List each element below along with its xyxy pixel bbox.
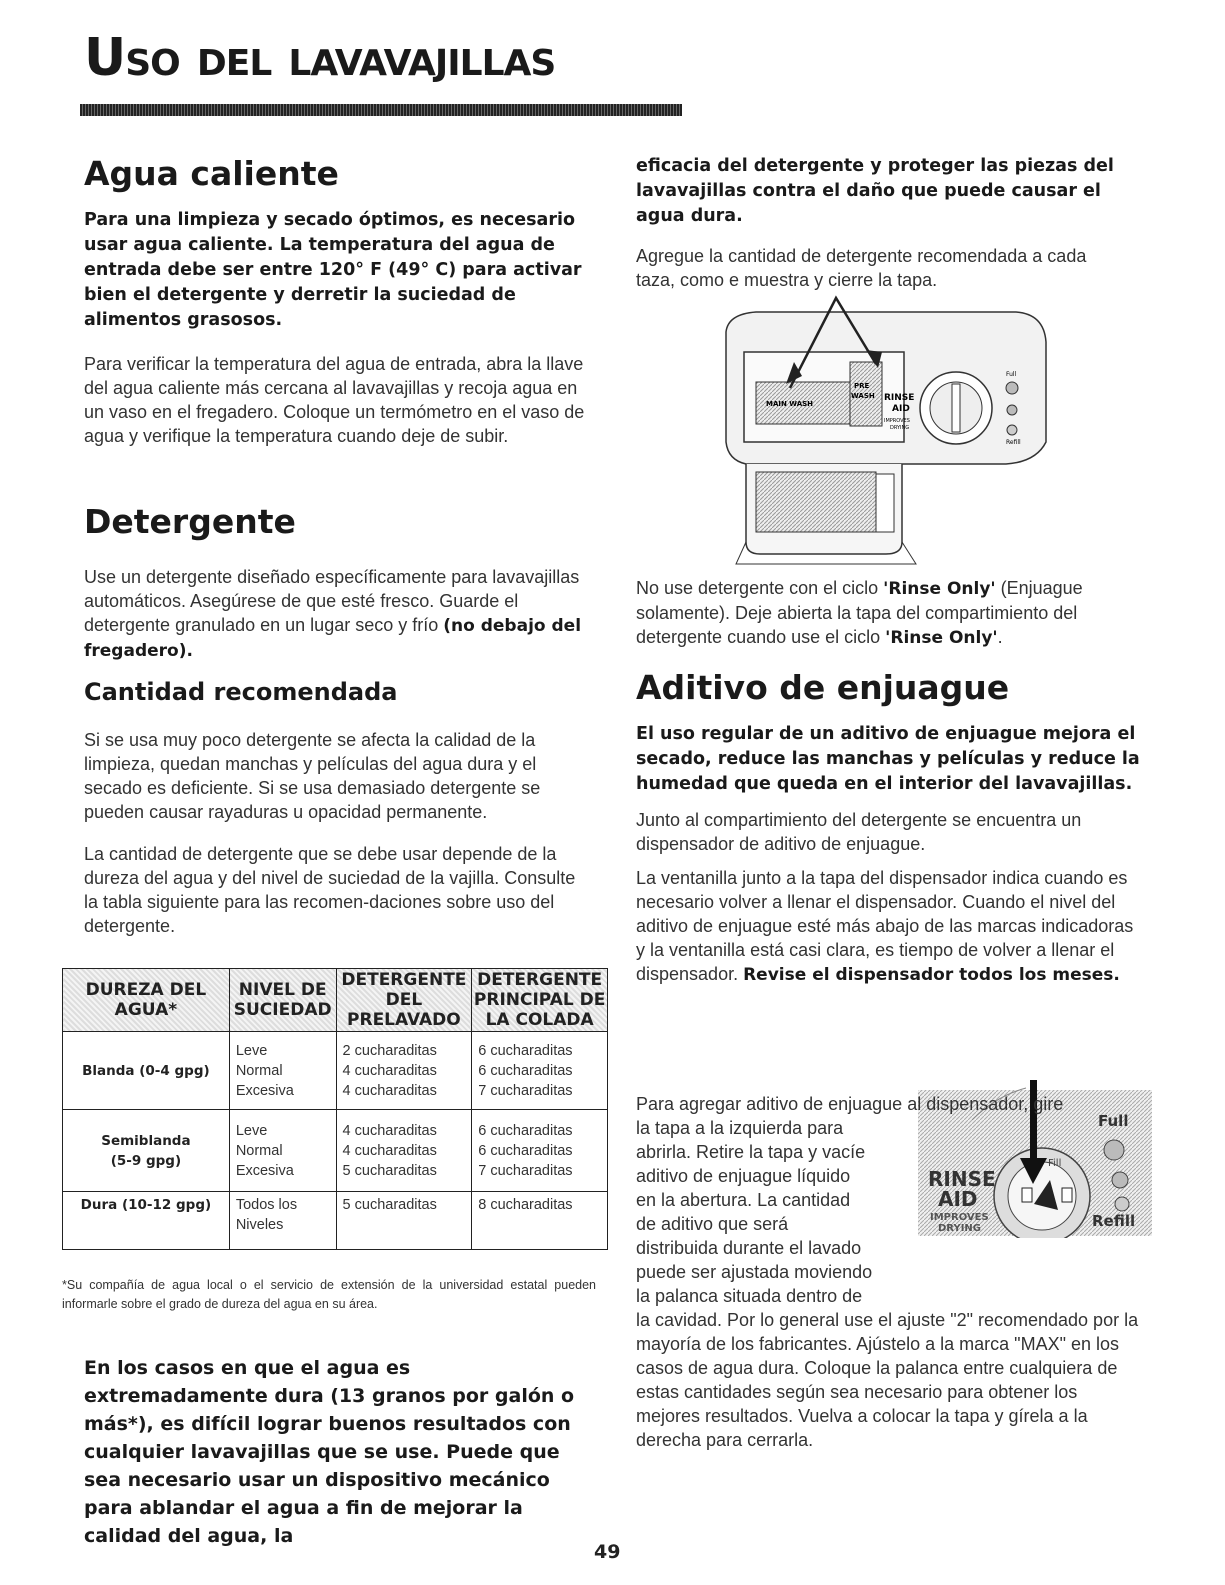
header-prelavado: DETERGENTE DEL PRELAVADO	[336, 969, 472, 1032]
cantidad-p1: Si se usa muy poco detergente se afecta la calidad de la limpieza, quedan manchas y películas del agua dura y el secado es deficiente. Si se usa demasiado detergente se pueden causar rayaduras u opacidad permanente.	[84, 730, 541, 822]
label-wash: WASH	[851, 392, 875, 400]
text-line: distribuida durante el lavado	[636, 1238, 862, 1258]
detergent-table	[62, 968, 608, 1250]
table-footnote: *Su compañía de agua local o el servicio de extensión de la universidad estatal pueden informarle sobre el grado de dureza del agua en su área.	[62, 1278, 596, 1311]
text-line: la palanca situada dentro de	[636, 1286, 863, 1306]
aditivo-p2: La ventanilla junto a la tapa del dispensador indica cuando es necesario volver a llenar el dispensador. Cuando el nivel del aditivo de enjuague esté más abajo de las marcas indicadoras y la ventanilla está casi clara, es tiempo de volver a llenar el dispensador. Revise el dispensador todos los meses.	[636, 868, 1134, 985]
table-row	[63, 1110, 608, 1192]
cell-prelavado: 2 cucharaditas 4 cucharaditas 4 cucharaditas	[336, 1032, 472, 1110]
label-rinse-2: RINSE	[928, 1167, 996, 1191]
title-rule	[80, 104, 682, 116]
label-full-2: Full	[1098, 1112, 1129, 1130]
label-pre: PRE	[854, 382, 870, 390]
page-title: Uso del lavavajillas	[84, 28, 556, 88]
table-row	[63, 1192, 608, 1250]
label-fill: Fill	[1048, 1158, 1062, 1169]
cell-principal: 6 cucharaditas 6 cucharaditas 7 cucharaditas	[472, 1032, 608, 1110]
hard-water-lead: En los casos en que el agua es extremadamente dura (13 granos por galón o más*), es difícil lograr buenos resultados con cualquier lavavajillas que se use. Puede que sea necesario usar un dispositivo mecánico para ablandar el agua a fin de mejorar la calidad del agua, la	[84, 1357, 575, 1547]
detergente-bold: (no debajo del fregadero).	[84, 616, 582, 661]
heading-cantidad: Cantidad recomendada	[84, 678, 398, 706]
text-line: abrirla. Retire la tapa y vacíe	[636, 1142, 866, 1162]
label-refill: Refill	[1006, 439, 1021, 446]
dispenser-figure	[716, 292, 1056, 570]
label-rinse: RINSE	[884, 393, 915, 403]
table-row	[63, 1032, 608, 1110]
cantidad-p2: La cantidad de detergente que se debe usar depende de la dureza del agua y del nivel de suciedad de la vajilla. Consulte la tabla siguiente para las recomen-daciones sobre uso del detergente.	[84, 844, 576, 936]
aditivo-p3-rest: la cavidad. Por lo general use el ajuste "2" recomendado por la mayoría de los fabricantes. Ajústelo a la marca "MAX" en los casos de agua dura. Coloque la palanca entre cualquiera de estas cantidades según sea necesario para obtener los mejores resultados. Vuelva a colocar la tapa y gírela a la derecha para cerrarla.	[636, 1310, 1139, 1450]
cell-principal: 6 cucharaditas 6 cucharaditas 7 cucharaditas	[472, 1110, 608, 1192]
label-drying-2: DRYING	[938, 1223, 981, 1234]
rinse-only-note: No use detergente con el ciclo 'Rinse Only' (Enjuague solamente). Deje abierta la tapa del compartimiento del detergente cuando use el ciclo 'Rinse Only'.	[636, 578, 1083, 648]
cell-dureza: Blanda (0-4 gpg)	[63, 1032, 230, 1110]
label-improves-2: IMPROVES	[930, 1212, 989, 1223]
page-number: 49	[594, 1541, 621, 1563]
text-line: puede ser ajustada moviendo	[636, 1262, 873, 1282]
continued-body: Agregue la cantidad de detergente recomendada a cada taza, como e muestra y cierre la tapa.	[636, 246, 1087, 290]
text-line: en la abertura. La cantidad	[636, 1190, 851, 1210]
cell-nivel: Leve Normal Excesiva	[229, 1032, 336, 1110]
heading-agua-caliente: Agua caliente	[84, 154, 339, 193]
aditivo-p2-bold: Revise el dispensador todos los meses.	[743, 965, 1120, 985]
label-refill-2: Refill	[1092, 1212, 1136, 1230]
label-main-wash: MAIN WASH	[766, 400, 814, 408]
cell-dureza: Dura (10-12 gpg)	[63, 1192, 230, 1250]
continued-lead: eficacia del detergente y proteger las piezas del lavavajillas contra el daño que puede causar el agua dura.	[636, 156, 1114, 226]
cell-dureza: Semiblanda (5-9 gpg)	[63, 1110, 230, 1192]
cell-nivel: Leve Normal Excesiva	[229, 1110, 336, 1192]
label-aid-2: AID	[938, 1187, 978, 1211]
header-dureza: DUREZA DEL AGUA*	[63, 969, 230, 1032]
cell-principal: 8 cucharaditas	[472, 1192, 608, 1250]
heading-detergente: Detergente	[84, 502, 296, 541]
detergente-body: Use un detergente diseñado específicamente para lavavajillas automáticos. Asegúrese de que esté fresco. Guarde el detergente granulado en un lugar seco y frío (no debajo del fregadero).	[84, 567, 582, 661]
aditivo-p1: Junto al compartimiento del detergente se encuentra un dispensador de aditivo de enjuague.	[636, 810, 1082, 854]
cell-nivel: Todos los Niveles	[229, 1192, 336, 1250]
cell-prelavado: 5 cucharaditas	[336, 1192, 472, 1250]
text-line: la tapa a la izquierda para	[636, 1118, 844, 1138]
text-line: Para agregar aditivo de enjuague al dispensador, gire	[636, 1094, 1064, 1114]
text-line: aditivo de enjuague líquido	[636, 1166, 851, 1186]
aditivo-lead: El uso regular de un aditivo de enjuague mejora el secado, reduce las manchas y películas y reduce la humedad que queda en el interior del lavavajillas.	[636, 724, 1140, 794]
header-nivel: NIVEL DE SUCIEDAD	[229, 969, 336, 1032]
heading-aditivo: Aditivo de enjuague	[636, 668, 1010, 707]
text-line: de aditivo que será	[636, 1214, 789, 1234]
label-full: Full	[1006, 371, 1017, 378]
header-principal: DETERGENTE PRINCIPAL DE LA COLADA	[472, 969, 608, 1032]
label-improves: IMPROVES	[884, 418, 910, 424]
agua-lead: Para una limpieza y secado óptimos, es necesario usar agua caliente. La temperatura del agua de entrada debe ser entre 120° F (49° C) para activar bien el detergente y derretir la suciedad de alimentos grasosos.	[84, 210, 582, 330]
agua-body: Para verificar la temperatura del agua de entrada, abra la llave del agua caliente más cercana al lavavajillas y recoja agua en un vaso en el fregadero. Coloque un termómetro en el vaso de agua y verifique la temperatura cuando deje de subir.	[84, 354, 585, 446]
cell-prelavado: 4 cucharaditas 4 cucharaditas 5 cucharaditas	[336, 1110, 472, 1192]
label-drying: DRYING	[890, 425, 910, 431]
label-aid: AID	[892, 404, 910, 414]
